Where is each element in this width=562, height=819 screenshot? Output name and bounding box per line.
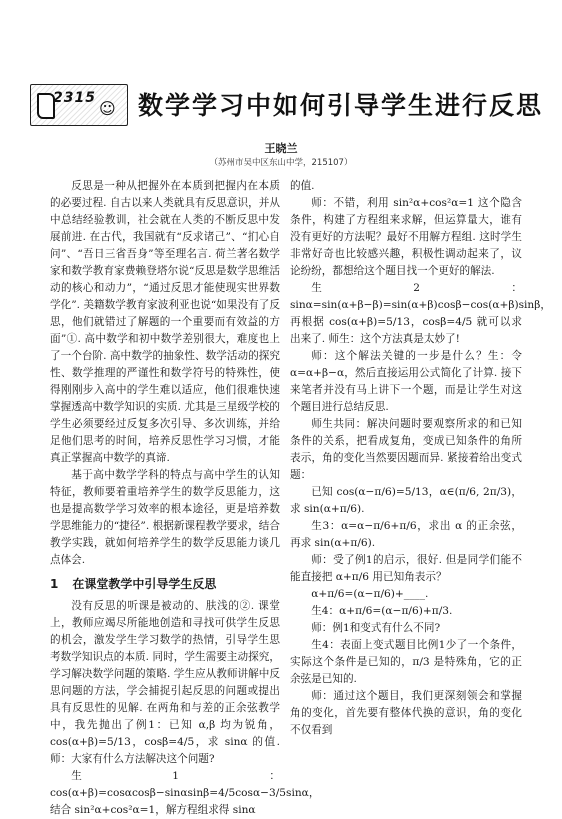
section-title: 在课堂教学中引导学生反思	[72, 577, 217, 591]
journal-logo	[30, 84, 128, 126]
right-column	[290, 178, 551, 739]
article-header	[30, 84, 544, 128]
paragraph: 师生共同：解决问题时要观察所求的和已知条件的关系，把看成复角，变成已知条件的角所表示，角的变化当然要因题而异. 紧接着给出变式题：	[290, 418, 522, 481]
paragraph: 师：例1和变式有什么不同?	[311, 622, 441, 634]
paragraph: 没有反思的听课是被动的、肤浅的②. 课堂上，教师应竭尽所能地创造和寻找可供学生反思的机会，激发学生学习数学的热情，引导学生思考数学知识点的本质. 同时，学生需要主动探究，学习解决数学问题的策略. 学生应从教师讲解中反思问题的方法，学会捕捉引起反思的问题或提出具有反思性的见解. 在两角和与差的正余弦教学中，我先抛出了例1：已知 α,β 均为锐角，cos(α+β)=5/13，cosβ=4/5，求 sinα 的值. 师：大家有什么方法解决这个问题?	[50, 600, 280, 765]
paragraph: 反思是一种从把握外在本质到把握内在本质的必要过程. 自古以来人类就具有反思意识，并从中总结经验教训，社会就在人类的不断反思中发展前进. 在古代，我国就有“反求诸己”、“扪心自问”、“吾日三省吾身”等至理名言. 荷兰著名数学家和数学教育家费赖登塔尔说“反思是数学思维活动的核心和动力”，“通过反思才能使现实世界数学化”. 美籍数学教育家波利亚也说“如果没有了反思，他们就错过了解题的一个重要而有效益的方面”①. 高中数学和初中数学差别很大，难度也上了一个台阶. 高中数学的抽象性、数学活动的探究性、数学推理的严谨性和数学符号的特殊性，使得刚刚步入高中的学生难以适应，他们很难快速掌握透高中数学知识的实质. 尤其是三星级学校的学生必须要经过反复多次引导、多次训练，并给足他们思考的时间，培养反思性学习习惯，才能真正掌握高中数学的真谛.	[50, 180, 280, 464]
paragraph: 师：通过这个题目，我们更深刻领会和掌握角的变化，首先要有整体代换的意识，角的变化不仅看到	[290, 690, 522, 736]
section-number: 1	[50, 577, 59, 591]
paragraph: 生1：cos(α+β)=cosαcosβ−sinαsinβ=4/5cosα−3/5sinα，结合 sin²α+cos²α=1，解方程组求得 sinα	[50, 770, 320, 816]
article-title: 数学学习中如何引导学生进行反思	[138, 91, 544, 120]
paragraph: 生3：α=α−π/6+π/6，求出 α 的正余弦，再求 sin(α+π/6).	[290, 520, 522, 549]
paragraph: 生2：sinα=sin(α+β−β)=sin(α+β)cosβ−cos(α+β)sinβ，再根据 cos(α+β)=5/13，cosβ=4/5 就可以求出来了. 师生：这个方法真是太妙了!	[290, 282, 551, 345]
formula-line: α+π/6=(α−π/6)+____.	[311, 588, 429, 600]
left-column	[50, 178, 320, 819]
author-affiliation: （苏州市吴中区东山中学，215107）	[209, 158, 353, 168]
face-icon: ☺	[99, 99, 116, 118]
paragraph: 师：不错，利用 sin²α+cos²α=1 这个隐含条件，构建了方程组来求解，但运算量大，谁有没有更好的方法呢？最好不用解方程组. 这时学生非常好奇也比较感兴趣，积极性调动起来了，议论纷纷，都想给这个题目找一个更好的解法.	[290, 197, 522, 277]
paragraph: 基于高中数学学科的特点与高中学生的认知特征，教师要着重培养学生的数学反思能力，这也是提高数学学习效率的根本途径，更是培养数学思维能力的“捷径”. 根据新课程教学要求，结合教学实践，就如何培养学生的数学反思能力谈几点体会.	[50, 469, 280, 566]
paragraph: 师：这个解法关键的一步是什么？生：令 α=α+β−α，然后直接运用公式简化了计算. 接下来笔者并没有马上讲下一个题，而是让学生对这个题目进行总结反思.	[290, 350, 522, 413]
author-name: 王晓兰	[264, 142, 298, 155]
paragraph: 师：受了例1的启示，很好. 但是同学们能不能直接把 α+π/6 用已知角表示？	[290, 554, 522, 583]
logo-numbers: 2315	[53, 90, 96, 106]
section-heading	[50, 575, 280, 592]
paragraph: 生4：表面上变式题目比例1少了一个条件，实际这个条件是已知的，π/3 是特殊角，它的正余弦是已知的.	[290, 639, 522, 685]
formula-paragraph: 已知 cos(α−π/6)=5/13，α∈(π/6, 2π/3)，求 sin(α+π/6).	[290, 486, 522, 515]
paragraph: 的值.	[290, 180, 315, 192]
paragraph: 生4：α+π/6=(α−π/6)+π/3.	[311, 605, 453, 617]
